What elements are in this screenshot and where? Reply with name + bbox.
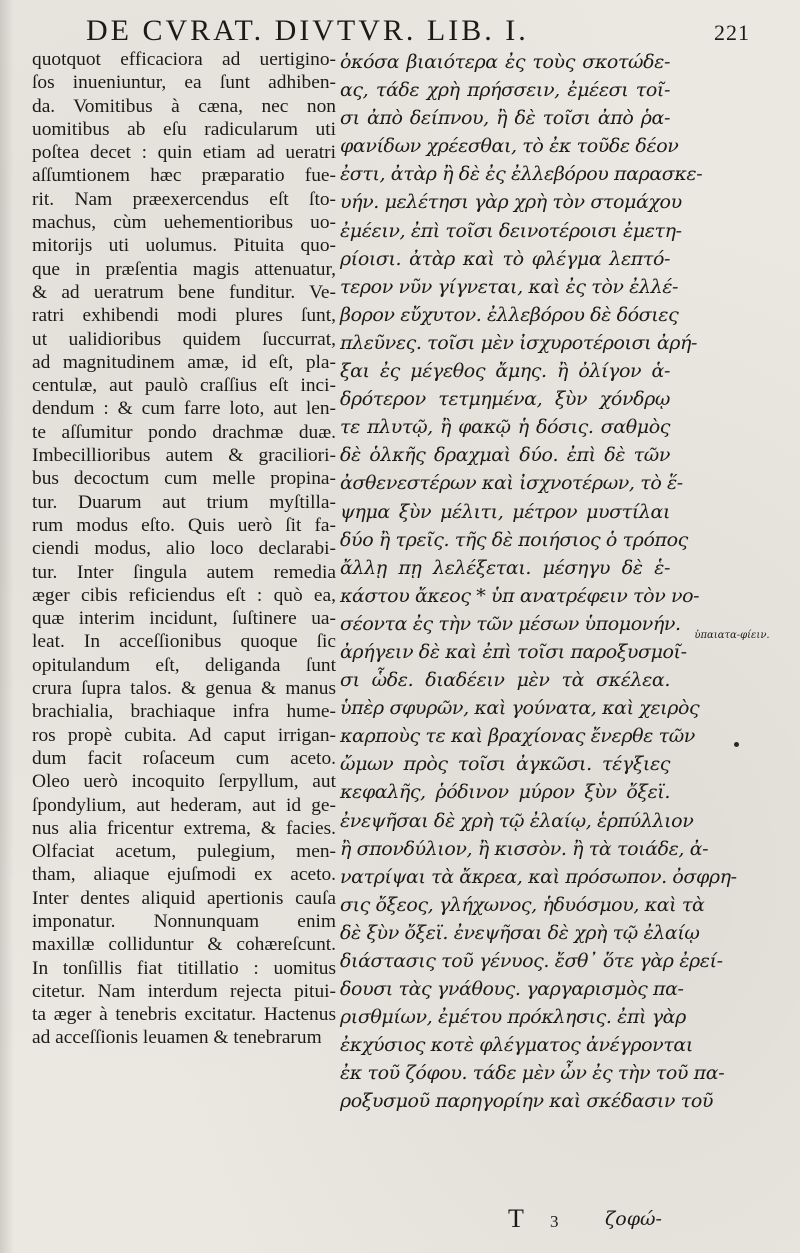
latin-text-line: tur. Duarum aut trium myſtilla- <box>32 491 336 513</box>
greek-text-line: καρποὺς τε καὶ βραχίονας ἔνερθε τῶν <box>340 725 695 748</box>
greek-text-line: σέοντα ἐς τὴν τῶν μέσων ὑπομονήν. <box>340 612 681 635</box>
signature-number: 3 <box>550 1212 559 1231</box>
latin-text-line: poſtea decet : quin etiam ad ueratri <box>32 142 336 164</box>
latin-text-line: ros propè cubita. Ad caput irrigan- <box>32 724 336 746</box>
latin-text-line: tham, aliaque ejuſmodi ex aceto. <box>32 864 336 886</box>
latin-text-line: imponatur. Nonnunquam enim <box>32 910 336 932</box>
latin-text-line: rit. Nam præexercendus eſt ſto- <box>32 188 336 210</box>
greek-text-line: ρίοισι. ἀτὰρ καὶ τὸ φλέγμα λεπτό- <box>340 247 670 270</box>
greek-text-line: ἀρήγειν δὲ καὶ ἐπὶ τοῖσι παροξυσμοῖ- <box>340 640 687 663</box>
latin-text-line: citetur. Nam interdum rejecta pitui- <box>32 980 336 1002</box>
greek-text-line: ἀσθενεστέρων καὶ ἰσχνοτέρων, τὸ ἕ- <box>340 472 683 495</box>
greek-text-line: διάστασις τοῦ γένυος. ἔσθ᾽ ὅτε γὰρ ἐρεί- <box>340 950 723 972</box>
latin-text-line: ad acceſſionis leuamen & tenebrarum <box>32 1027 322 1049</box>
greek-text-line: κάστου ἄκεος * ὑπ ανατρέφειν τὸν νο- <box>340 584 700 607</box>
latin-text-line: Oleo uerò incoquito ſerpyllum, aut <box>32 771 336 793</box>
latin-text-line: & ad ueratrum bene funditur. Ve- <box>32 281 336 303</box>
page-number: 221 <box>714 20 750 45</box>
latin-column <box>32 48 336 1050</box>
latin-text-line: quæ interim incidunt, ſuſtinere ua- <box>32 608 336 630</box>
latin-text-line: nus alia fricentur extrema, & facies. <box>32 817 336 839</box>
greek-text-line: κεφαλῆς, ῥόδινον μύρον ξὺν ὄξεϊ. <box>340 781 670 804</box>
latin-text-line: machus, cùm uehementioribus uo- <box>32 212 336 234</box>
greek-text-line: φανίδων χρέεσθαι, τὸ ἐκ τοῦδε δέον <box>340 135 679 158</box>
greek-text-line: δρότερον τετμημένα, ξὺν χόνδρῳ <box>340 388 670 411</box>
latin-text-line: ut ualidioribus quidem ſuccurrat, <box>32 328 336 350</box>
greek-text-line: ἐκ τοῦ ζόφου. τάδε μὲν ὦν ἐς τὴν τοῦ πα- <box>340 1062 725 1085</box>
greek-text-line: βορον εὔχυτον. ἐλλεβόρου δὲ δόσιες <box>340 303 679 326</box>
latin-text-line: maxillæ colliduntur & cohæreſcunt. <box>32 934 336 956</box>
greek-text-line: ἄλλῃ πῃ λελέξεται. μέσηγυ δὲ ἑ- <box>340 556 670 579</box>
greek-text-line: δὲ ξὺν ὄξεϊ. ἐνεψῆσαι δὲ χρὴ τῷ ἐλαίῳ <box>340 921 700 944</box>
latin-text-line: bus decoctum cum melle propina- <box>32 468 336 490</box>
greek-text-line: τερον νῦν γίγνεται, καὶ ἐς τὸν ἐλλέ- <box>340 275 679 298</box>
latin-text-line: tur. Inter ſingula autem remedia <box>32 561 336 583</box>
latin-text-line: aſſumtionem hæc præparatio fue- <box>32 165 336 187</box>
ink-dot <box>734 742 739 747</box>
greek-text-line: ὤμων πρὸς τοῖσι ἀγκῶσι. τέγξιες <box>340 753 670 776</box>
latin-text-line: æger cibis reficiendus eſt : quò ea, <box>32 584 336 606</box>
greek-text-line: πλεῦνες. τοῖσι μὲν ἰσχυροτέροισι ἀρή- <box>340 331 698 354</box>
latin-text-line: brachialia, brachiaque infra hume- <box>32 701 336 723</box>
greek-text-line: ρισθμίων, ἐμέτου πρόκλησις. ἐπὶ γὰρ <box>340 1006 686 1029</box>
latin-text-line: crura ſupra talos. & genua & manus <box>32 678 336 700</box>
greek-text-line: ὑπὲρ σφυρῶν, καὶ γούνατα, καὶ χειρὸς <box>340 697 700 720</box>
greek-text-line: δουσι τὰς γνάθους. γαργαρισμὸς πα- <box>340 978 684 1001</box>
running-head <box>78 14 760 48</box>
greek-text-line: ψημα ξὺν μέλιτι, μέτρον μυστίλαι <box>340 500 670 523</box>
latin-text-line: leat. In acceſſionibus quoque ſic <box>32 631 336 653</box>
greek-text-line: σι ἀπὸ δείπνου, ἢ δὲ τοῖσι ἀπὸ ῥα- <box>340 107 670 130</box>
latin-text-line: ſpondylium, aut hederam, aut id ge- <box>32 794 336 816</box>
signature-mark: T <box>508 1204 526 1233</box>
latin-text-line: da. Vomitibus à cæna, nec non <box>32 95 336 117</box>
latin-text-line: Inter dentes aliquid apertionis cauſa <box>32 887 336 909</box>
latin-text-line: uomitibus ab eſu radicularum uti <box>32 118 336 140</box>
margin-note: ὑπαιατα-φίειν. <box>694 630 770 641</box>
greek-text-line: ἐκχύσιος κοτὲ φλέγματος ἀνέγρονται <box>340 1034 693 1057</box>
latin-text-line: rum modus eſto. Quis uerò ſit fa- <box>32 514 336 536</box>
greek-text-line: σις ὄξεος, γλήχωνος, ἡδυόσμου, καὶ τὰ <box>340 893 705 916</box>
latin-text-line: In tonſillis fiat titillatio : uomitus <box>32 957 336 979</box>
latin-text-line: dum facit roſaceum cum aceto. <box>32 747 336 769</box>
latin-text-line: ciendi modus, alio loco declarabi- <box>32 538 336 560</box>
greek-text-line: ἐμέειν, ἐπὶ τοῖσι δεινοτέροισι ἐμετη- <box>340 219 682 242</box>
greek-text-line: ἢ σπονδύλιον, ἢ κισσὸν. ἢ τὰ τοιάδε, ἀ- <box>340 837 709 860</box>
catchword: ζοφώ- <box>605 1208 662 1230</box>
greek-text-line: δύο ἢ τρεῖς. τῆς δὲ ποιήσιος ὁ τρόπος <box>340 528 688 551</box>
latin-text-line: opitulandum eſt, deliganda ſunt <box>32 654 336 676</box>
running-head-title: DE CVRAT. DIVTVR. LIB. I. <box>86 14 529 47</box>
greek-text-line: ἐστι, ἀτὰρ ἢ δὲ ἐς ἐλλεβόρου παρασκε- <box>340 163 703 186</box>
greek-text-line: ας, τάδε χρὴ πρήσσειν, ἐμέεσι τοῖ- <box>340 79 670 102</box>
greek-text-line: ἐνεψῆσαι δὲ χρὴ τῷ ἐλαίῳ, ἑρπύλλιον <box>340 809 694 832</box>
greek-text-line: τε πλυτῷ, ἢ φακῷ ἡ δόσις. σαθμὸς <box>340 416 670 439</box>
latin-text-line: ratri exhibendi modi plures ſunt, <box>32 305 336 327</box>
latin-text-line: te aſſumitur pondo drachmæ duæ. <box>32 421 336 443</box>
latin-text-line: Olfaciat acetum, pulegium, men- <box>32 841 336 863</box>
latin-text-line: mitorijs uti uolumus. Pituita quo- <box>32 235 336 257</box>
greek-text-line: ὁκόσα βιαιότερα ἐς τοὺς σκοτώδε- <box>340 51 670 73</box>
latin-text-line: centulæ, aut paulò craſſius eſt inci- <box>32 375 336 397</box>
greek-text-line: δὲ ὁλκῆς δραχμαὶ δύο. ἐπὶ δὲ τῶν <box>340 444 670 467</box>
greek-text-line: νατρίψαι τὰ ἄκρεα, καὶ πρόσωπον. ὀσφρη- <box>340 865 737 888</box>
latin-text-line: Imbecillioribus autem & graciliori- <box>32 445 336 467</box>
latin-text-line: ad magnitudinem amæ, id eſt, pla- <box>32 351 336 373</box>
latin-text-line: quotquot efficaciora ad uertigino- <box>32 49 336 70</box>
latin-text-line: que in præſentia magis attenuatur, <box>32 258 336 280</box>
greek-text-line: ξαι ἐς μέγεθος ἄμης. ἢ ὀλίγον ἁ- <box>340 360 670 383</box>
latin-text-line: ta æger à tenebris excitatur. Hactenus <box>32 1004 336 1026</box>
latin-text-line: ſos inueniuntur, ea ſunt adhiben- <box>32 72 336 94</box>
greek-text-line: σι ὧδε. διαδέειν μὲν τὰ σκέλεα. <box>340 669 670 692</box>
greek-text-line: υήν. μελέτησι γὰρ χρὴ τὸν στομάχου <box>340 191 682 214</box>
gutter-shadow <box>0 0 14 1253</box>
greek-text-line: ροξυσμοῦ παρηγορίην καὶ σκέδασιν τοῦ <box>340 1090 714 1113</box>
latin-text-line: dendum : & cum farre loto, aut len- <box>32 398 336 420</box>
